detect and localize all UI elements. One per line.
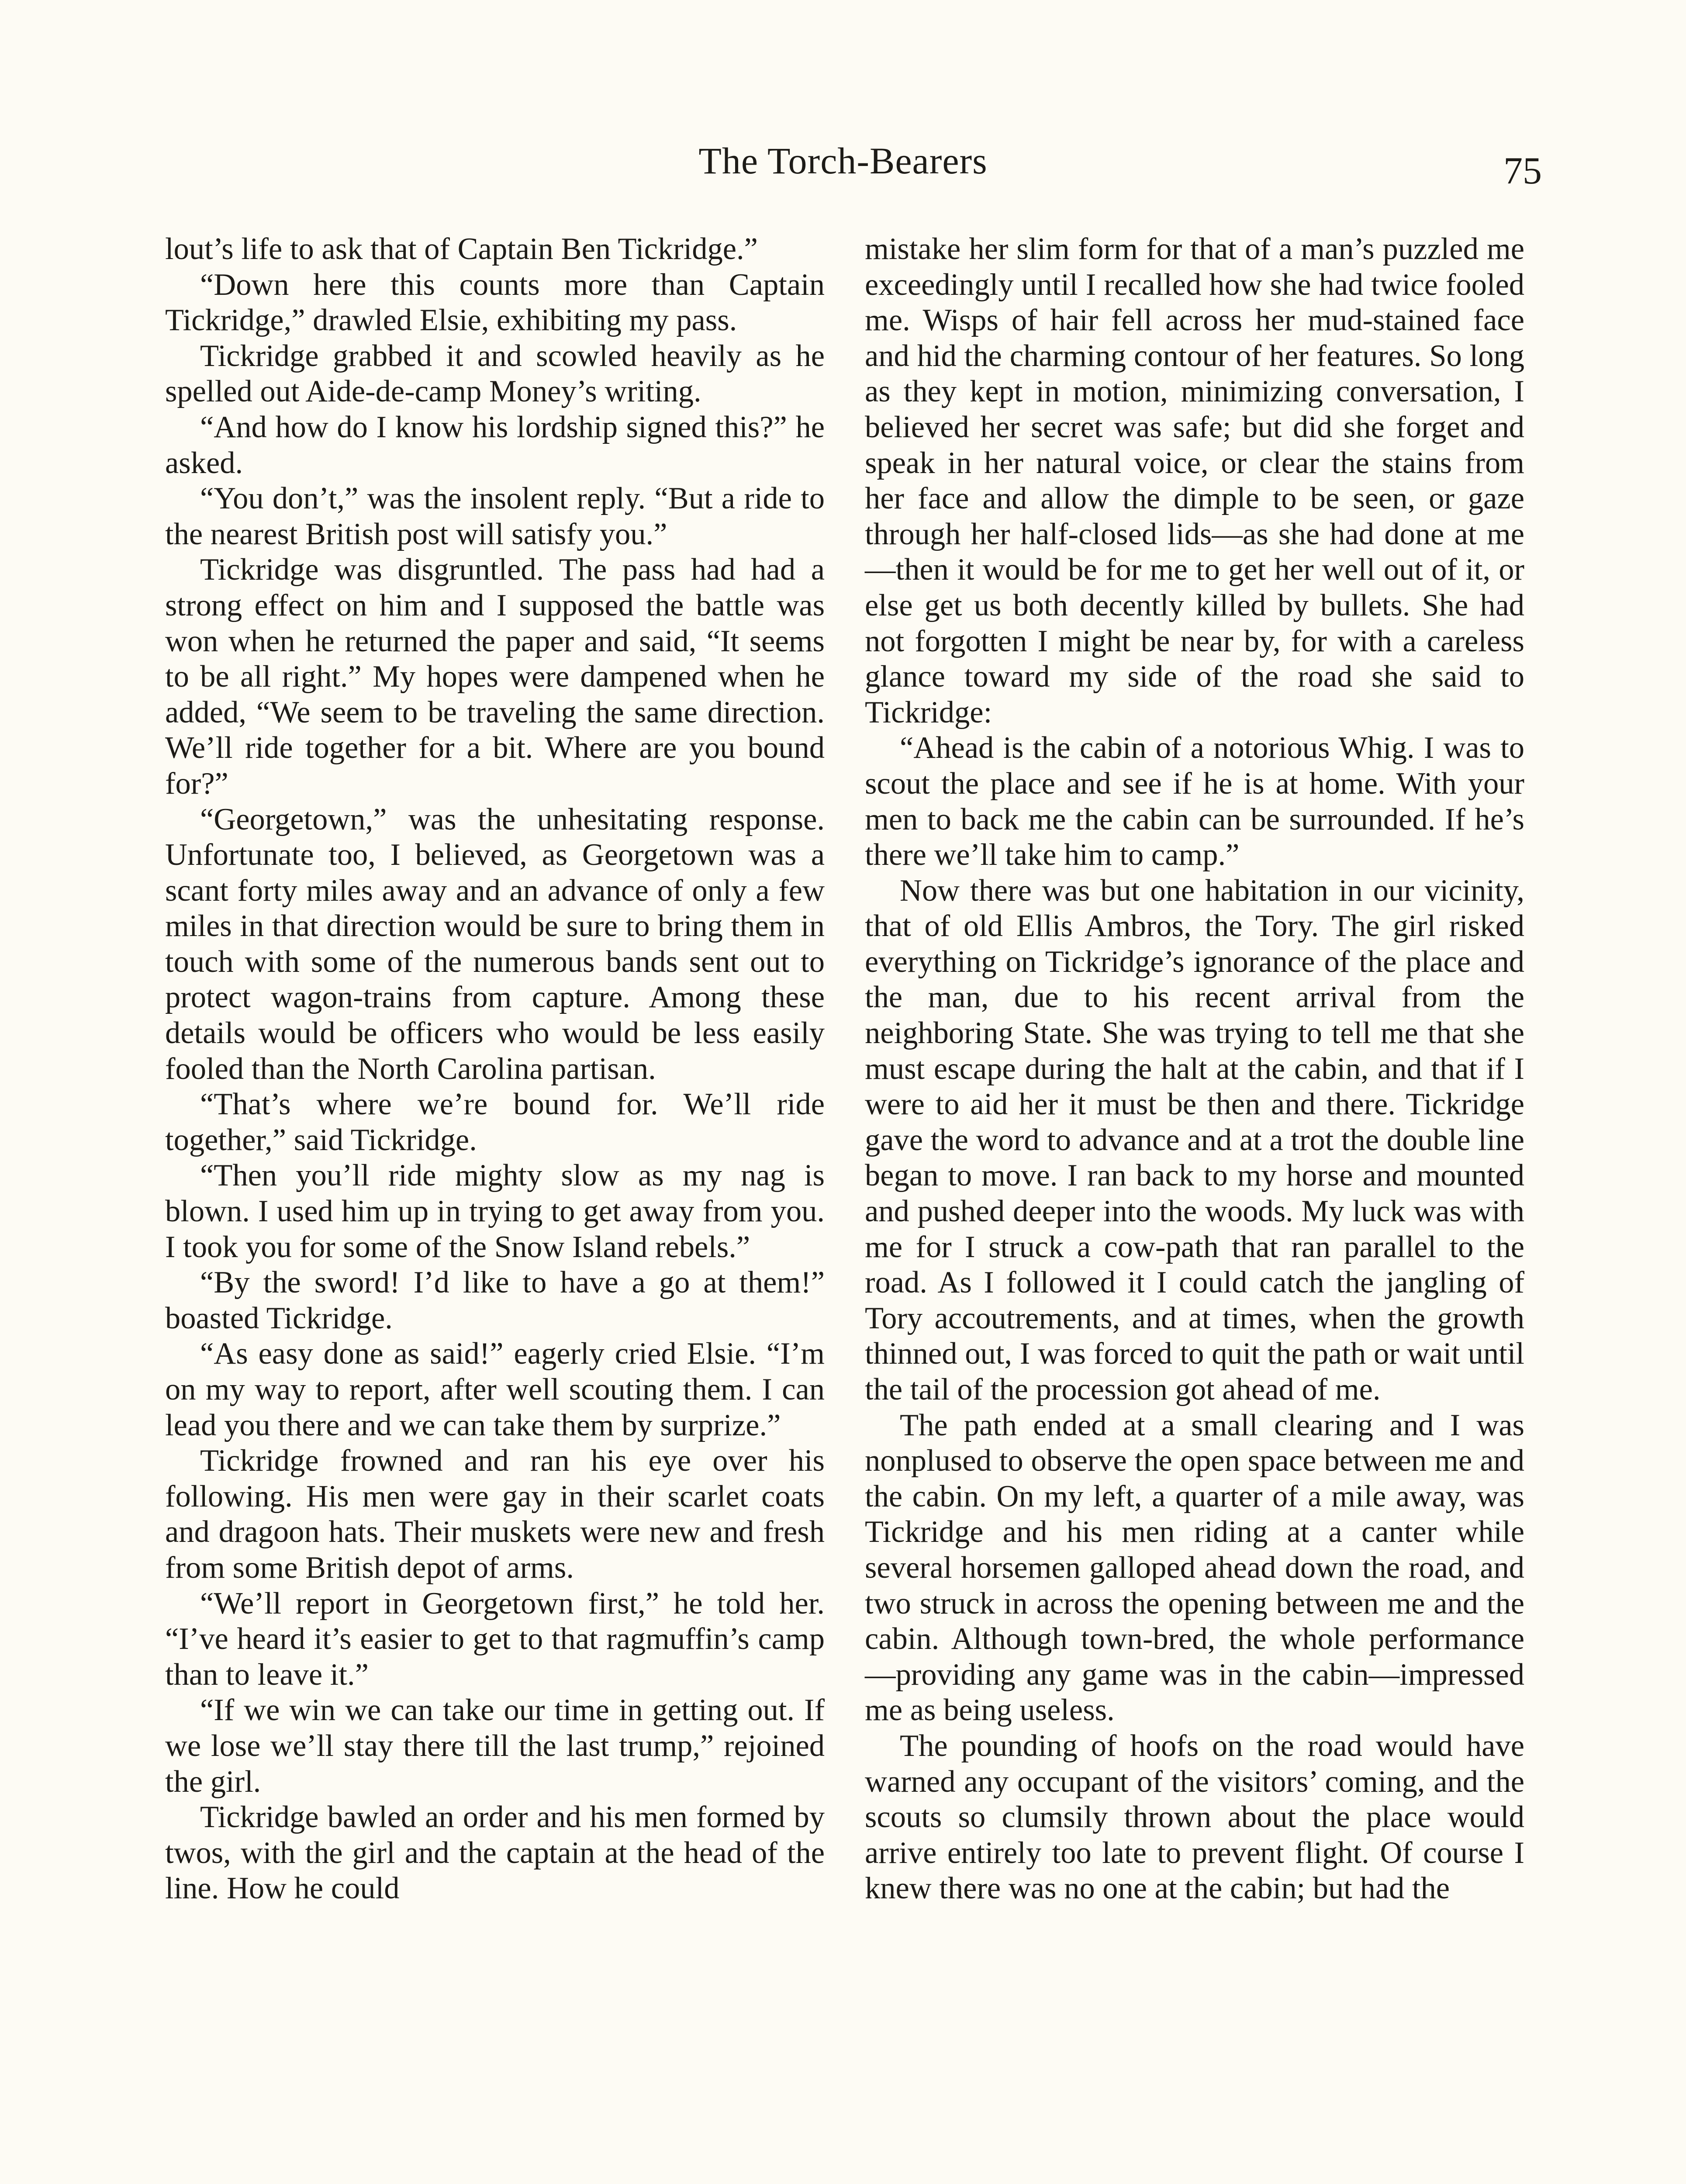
paragraph: mistake her slim form for that of a man’s puzzled me exceedingly until I recalled how she had twice fooled me. Wisps of hair fell across her mud-stained face and hid the charming contour of her features. So long as they kept in motion, minimizing conversation, I believed her secret was safe; but did she forget and speak in her natural voice, or clear the stains from her face and allow the dimple to be seen, or gaze through her half-closed lids—as she had done at me —then it would be for me to get her well out of it, or else get us both decently killed by bullets. She had not forgotten I might be near by, for with a careless glance toward my side of the road she said to Tickridge:	[865, 232, 1524, 729]
paragraph: “Then you’ll ride mighty slow as my nag is blown. I used him up in trying to get away from you. I took you for some of the Snow Island rebels.”	[165, 1158, 825, 1264]
paragraph: “Ahead is the cabin of a notorious Whig. I was to scout the place and see if he is at home. With your men to back me the cabin can be surrounded. If he’s there we’ll take him to camp.”	[865, 731, 1524, 872]
paragraph: The path ended at a small clearing and I was nonplused to observe the open space between me and the cabin. On my left, a quarter of a mile away, was Tickridge and his men riding at a canter while several horsemen galloped ahead down the road, and two struck in across the opening between me and the cabin. Although town-bred, the whole performance—providing any game was in the cabin—impressed me as being useless.	[865, 1408, 1524, 1728]
paragraph: The pounding of hoofs on the road would have warned any occupant of the visitors’ coming, and the scouts so clumsily thrown about the place would arrive entirely too late to prevent flight. Of course I knew there was no one at the cabin; but had the	[865, 1728, 1524, 1906]
paragraph: Tickridge was disgruntled. The pass had had a strong effect on him and I supposed the battle was won when he returned the paper and said, “It seems to be all right.” My hopes were dampened when he added, “We seem to be traveling the same direction. We’ll ride together for a bit. Where are you bound for?”	[165, 553, 825, 801]
paragraph: Tickridge frowned and ran his eye over his following. His men were gay in their scarlet coats and dragoon hats. Their muskets were new and fresh from some British depot of arms.	[165, 1444, 825, 1585]
paragraph: “And how do I know his lordship signed this?” he asked.	[165, 410, 825, 480]
right-column	[865, 232, 1524, 1907]
left-column	[165, 232, 825, 1907]
paragraph: Now there was but one habitation in our vicinity, that of old Ellis Ambros, the Tory. The girl risked everything on Tickridge’s ignorance of the place and the man, due to his recent arrival from the neighboring State. She was trying to tell me that she must escape during the halt at the cabin, and that if I were to aid her it must be then and there. Tickridge gave the word to advance and at a trot the double line began to move. I ran back to my horse and mounted and pushed deeper into the woods. My luck was with me for I struck a cow-path that ran parallel to the road. As I followed it I could catch the jangling of Tory accoutrements, and at times, when the growth thinned out, I was forced to quit the path or wait until the tail of the procession got ahead of me.	[865, 873, 1524, 1406]
paragraph: “We’ll report in Georgetown first,” he told her. “I’ve heard it’s easier to get to that ragmuffin’s camp than to leave it.”	[165, 1586, 825, 1692]
paragraph: Tickridge bawled an order and his men formed by twos, with the girl and the captain at the head of the line. How he could	[165, 1800, 825, 1906]
running-title: The Torch-Bearers	[698, 140, 988, 182]
paragraph: “That’s where we’re bound for. We’ll ride together,” said Tickridge.	[165, 1087, 825, 1157]
paragraph: “If we win we can take our time in getting out. If we lose we’ll stay there till the last trump,” rejoined the girl.	[165, 1693, 825, 1799]
paragraph: lout’s life to ask that of Captain Ben Tickridge.”	[165, 232, 758, 266]
paragraph: Tickridge grabbed it and scowled heavily as he spelled out Aide-de-camp Money’s writing.	[165, 339, 825, 409]
paragraph: “By the sword! I’d like to have a go at them!” boasted Tickridge.	[165, 1265, 825, 1335]
paragraph: “Down here this counts more than Captain Tickridge,” drawled Elsie, exhibiting my pass.	[165, 267, 825, 338]
paragraph: “You don’t,” was the insolent reply. “But a ride to the nearest British post will satisfy you.”	[165, 481, 825, 551]
paragraph: “Georgetown,” was the unhesitating response. Unfortunate too, I believed, as Georgetown was a scant forty miles away and an advance of only a few miles in that direction would be sure to bring them in touch with some of the numerous bands sent out to protect wagon-trains from capture. Among these details would be officers who would be less easily fooled than the North Carolina partisan.	[165, 802, 825, 1086]
paragraph: “As easy done as said!” eagerly cried Elsie. “I’m on my way to report, after well scouting them. I can lead you there and we can take them by surprize.”	[165, 1337, 825, 1442]
page-number: 75	[1503, 150, 1542, 192]
